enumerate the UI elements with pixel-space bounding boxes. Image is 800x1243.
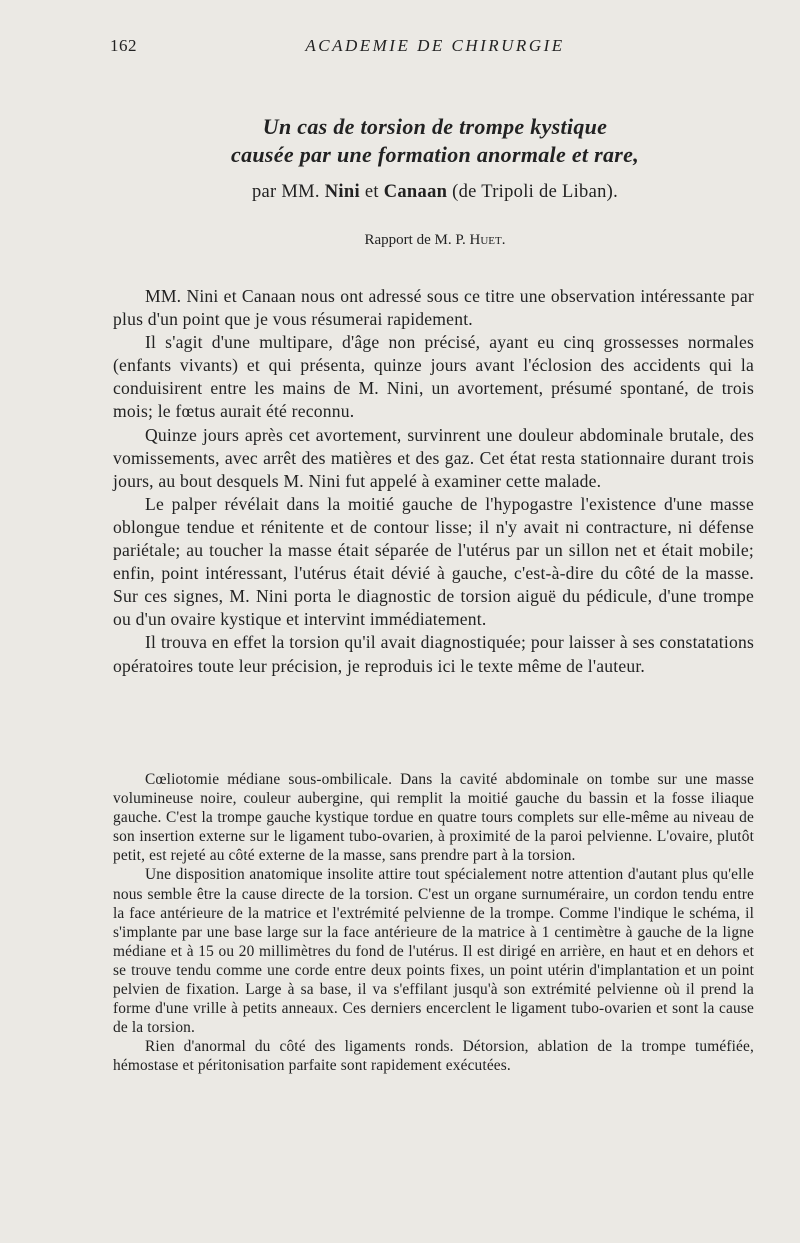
quote-paragraph: Une disposition anatomique insolite attire tout spécialement notre attention d'autant plus qu'elle nous semble être la cause directe de la torsion. C'est un organe surnuméraire, un cordon tendu entre la face antérieure de la matrice et l'extrémité pelvienne de la trompe. Comme l'indique le schéma, il s'implante par une base large sur la face antérieure de la matrice à 1 centimètre à gauche de la ligne médiane et à 15 ou 20 millimètres du fond de l'utérus. Il est dirigé en arrière, en haut et en dehors et se trouve tendu comme une corde entre deux points fixes, un point utérin d'implantation et un point pelvien de fixation. Large à sa base, il va s'effilant jusqu'à son extrémité pelvienne où il prend la forme d'une vrille à petits anneaux. Ces derniers encerclent le ligament tubo-ovarien et sont la cause de la torsion. (113, 866, 754, 1037)
running-head (110, 36, 760, 58)
page-number: 162 (110, 36, 137, 55)
authors-affiliation: (de Tripoli de Liban). (452, 182, 619, 202)
body-paragraph: Il s'agit d'une multipare, d'âge non précisé, ayant eu cinq grossesses normales (enfants vivants) et qui présenta, quinze jours avant l'éclosion des accidents qui la conduisirent entre les mains de M. Nini, un avortement, présumé spontané, de trois mois; le fœtus aurait été reconnu. (113, 332, 754, 422)
body-paragraph: Il trouva en effet la torsion qu'il avait diagnostiquée; pour laisser à ses constatations opératoires toute leur précision, je reproduis ici le texte même de l'auteur. (113, 632, 754, 676)
article-title-line: causée par une formation anormale et rare, (231, 142, 639, 167)
quoted-observation (113, 770, 754, 1076)
quote-paragraph: Cœliotomie médiane sous-ombilicale. Dans la cavité abdominale on tombe sur une masse volumineuse noire, couleur aubergine, qui remplit la moitié gauche du bassin et la fosse iliaque gauche. C'est la trompe gauche kystique tordue en quatre tours complets sur elle-même au niveau de son insertion externe sur le ligament tubo-ovarien, à proximité de la paroi pelvienne. L'ovaire, plutôt petit, est rejeté au côté externe de la masse, sans prendre part à la torsion. (113, 771, 754, 865)
body-paragraph: MM. Nini et Canaan nous ont adressé sous ce titre une observation intéressante par plus d'un point que je vous résumerai rapidement. (113, 286, 754, 330)
article-title (110, 113, 760, 169)
authors-prefix: par MM. (251, 182, 320, 202)
author-name: Canaan (383, 182, 448, 202)
author-name: Nini (324, 182, 360, 202)
report-prefix: Rapport de M. P. (364, 232, 466, 248)
report-line (110, 232, 760, 249)
body-paragraph: Le palper révélait dans la moitié gauche de l'hypogastre l'existence d'une masse oblongue tendue et rénitente et de contour lisse; il n'y avait ni contracture, ni défense pariétale; au toucher la masse était séparée de l'utérus par un sillon net et était mobile; enfin, point intéressant, l'utérus était dévié à gauche, c'est-à-dire du côté de la masse. Sur ces signes, M. Nini porta le diagnostic de torsion aiguë du pédicule, d'une trompe ou d'un ovaire kystique et intervint immédiatement. (113, 493, 754, 630)
running-title: ACADEMIE DE CHIRURGIE (305, 36, 565, 55)
authors-line (110, 182, 760, 203)
quote-paragraph: Rien d'anormal du côté des ligaments ronds. Détorsion, ablation de la trompe tuméfiée, hémostase et péritonisation parfaite sont rapidement exécutées. (113, 1038, 754, 1075)
article-title-line: Un cas de torsion de trompe kystique (262, 114, 608, 139)
body-text (113, 285, 754, 678)
authors-conjunction: et (364, 182, 379, 202)
report-author: Huet. (469, 232, 506, 248)
body-paragraph: Quinze jours après cet avortement, survinrent une douleur abdominale brutale, des vomissements, avec arrêt des matières et des gaz. Cet état resta stationnaire durant trois jours, au bout desquels M. Nini fut appelé à examiner cette malade. (113, 424, 754, 491)
